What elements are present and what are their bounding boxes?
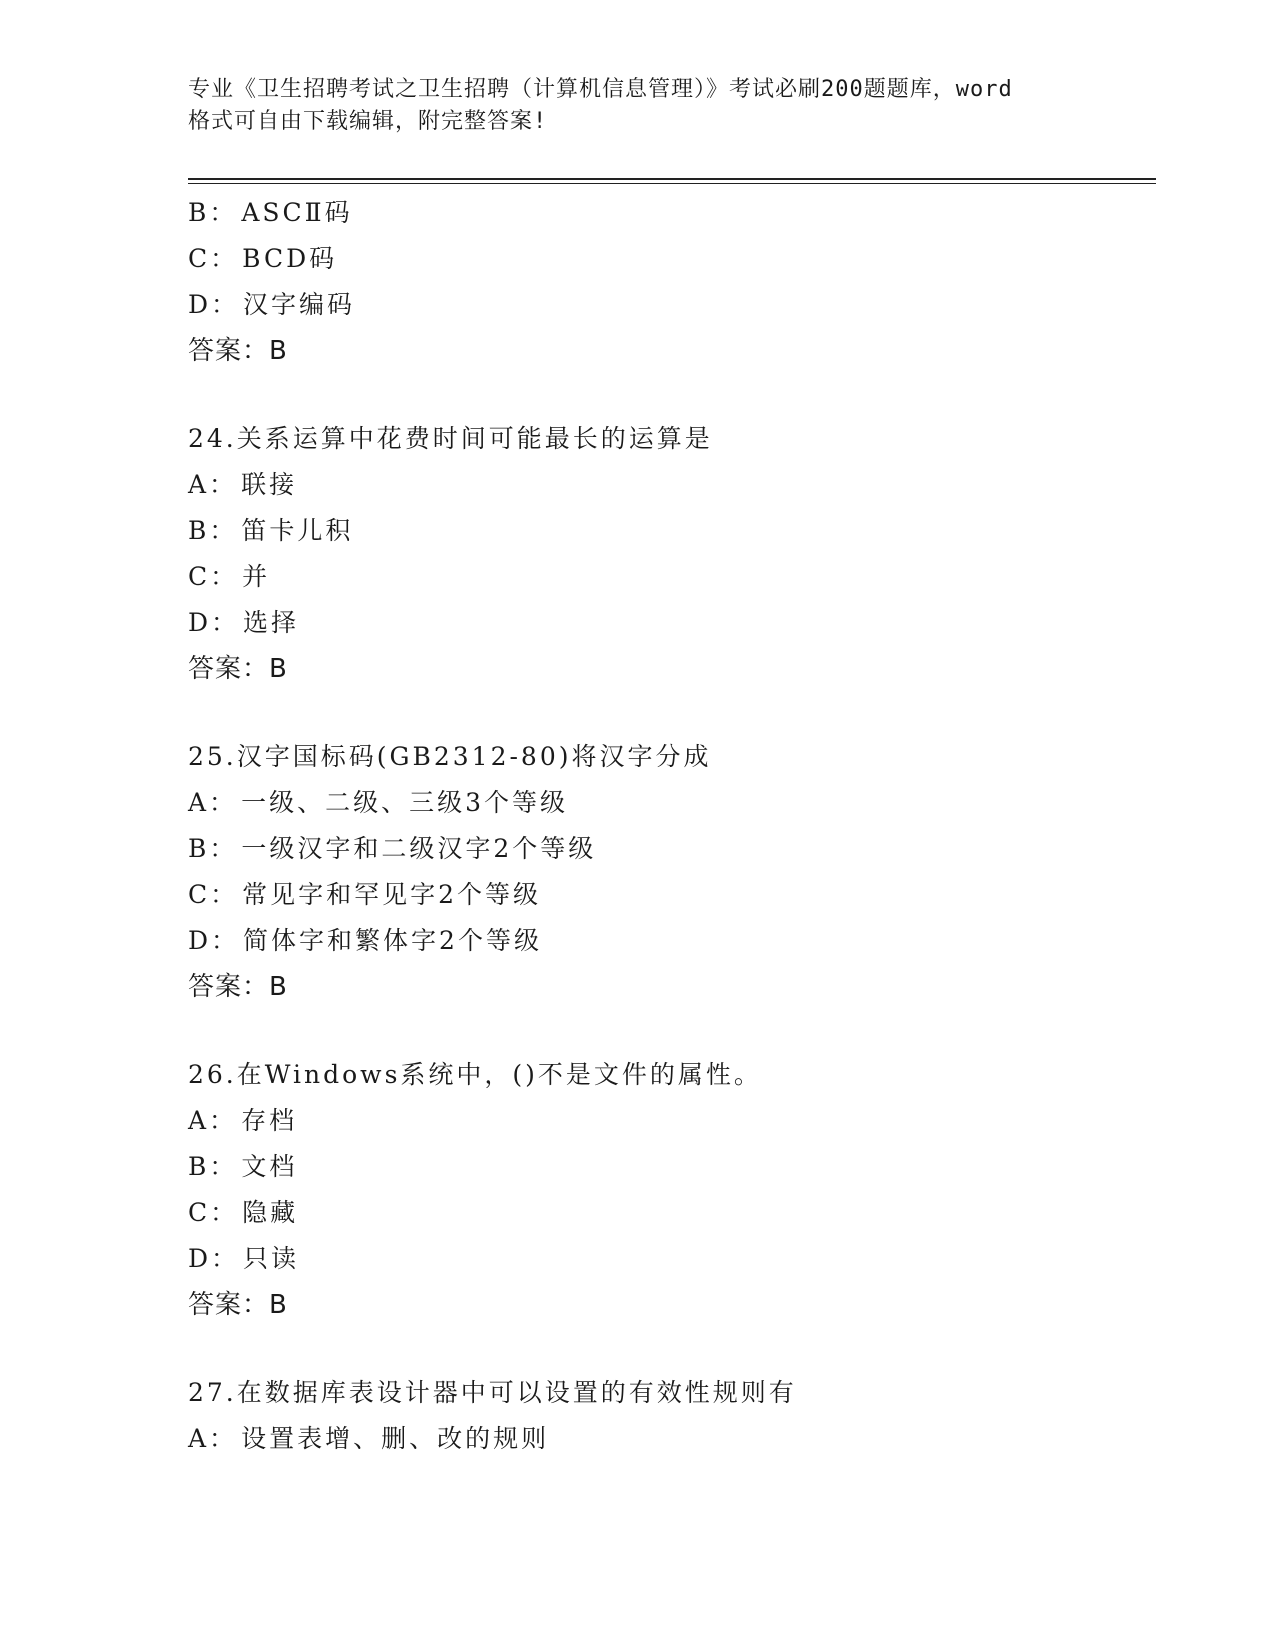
answer-line: 答案：B xyxy=(188,336,288,366)
header-divider-thick xyxy=(188,178,1156,180)
question-stem: 26.在Windows系统中，()不是文件的属性。 xyxy=(188,1060,762,1089)
option-text: 并 xyxy=(242,562,271,591)
question-27 xyxy=(188,1370,1148,1462)
option-text: 一级、二级、三级3个等级 xyxy=(241,788,568,817)
option-label: B： xyxy=(188,516,238,545)
option-label: C： xyxy=(188,1198,239,1227)
option-label: C： xyxy=(188,880,239,909)
option-text: 汉字编码 xyxy=(243,290,356,319)
question-stem: 24.关系运算中花费时间可能最长的运算是 xyxy=(188,424,713,453)
option-label: D： xyxy=(188,1244,240,1273)
option-label: A： xyxy=(188,1424,238,1453)
header-title-line-1: 专业《卫生招聘考试之卫生招聘（计算机信息管理）》考试必刷200题题库，word xyxy=(188,77,1013,102)
option-c xyxy=(188,236,1148,282)
option-label: D： xyxy=(188,290,240,319)
option-a xyxy=(188,1098,1148,1144)
option-text: 设置表增、删、改的规则 xyxy=(241,1424,550,1453)
header-divider-thin xyxy=(188,183,1156,184)
option-text: 联接 xyxy=(241,470,298,499)
option-label: B： xyxy=(188,834,238,863)
option-text: 隐藏 xyxy=(242,1198,299,1227)
option-text: 选择 xyxy=(243,608,300,637)
option-a xyxy=(188,462,1148,508)
option-label: C： xyxy=(188,562,239,591)
option-text: 常见字和罕见字2个等级 xyxy=(242,880,542,909)
question-stem: 25.汉字国标码(GB2312-80)将汉字分成 xyxy=(188,742,712,771)
option-d xyxy=(188,918,1148,964)
option-c xyxy=(188,872,1148,918)
option-text: 文档 xyxy=(241,1152,298,1181)
option-c xyxy=(188,554,1148,600)
answer-line: 答案：B xyxy=(188,1290,288,1320)
option-text: ASCⅡ码 xyxy=(241,198,353,227)
option-text: 笛卡儿积 xyxy=(241,516,354,545)
option-b xyxy=(188,190,1148,236)
option-label: B： xyxy=(188,198,238,227)
question-25 xyxy=(188,734,1148,1010)
option-label: A： xyxy=(188,470,238,499)
option-a xyxy=(188,1416,1148,1462)
option-label: C： xyxy=(188,244,239,273)
option-text: 简体字和繁体字2个等级 xyxy=(243,926,542,955)
option-label: A： xyxy=(188,1106,238,1135)
option-b xyxy=(188,508,1148,554)
question-23-continued xyxy=(188,190,1148,374)
question-26 xyxy=(188,1052,1148,1328)
question-24 xyxy=(188,416,1148,692)
option-text: BCD码 xyxy=(242,244,338,273)
option-label: B： xyxy=(188,1152,238,1181)
option-d xyxy=(188,600,1148,646)
option-label: A： xyxy=(188,788,238,817)
option-c xyxy=(188,1190,1148,1236)
document-header xyxy=(188,74,1088,138)
option-b xyxy=(188,1144,1148,1190)
option-d xyxy=(188,1236,1148,1282)
question-list xyxy=(188,190,1148,1462)
option-b xyxy=(188,826,1148,872)
option-text: 一级汉字和二级汉字2个等级 xyxy=(241,834,597,863)
option-text: 存档 xyxy=(241,1106,298,1135)
answer-line: 答案：B xyxy=(188,654,288,684)
option-a xyxy=(188,780,1148,826)
option-label: D： xyxy=(188,608,240,637)
answer-line: 答案：B xyxy=(188,972,288,1002)
option-label: D： xyxy=(188,926,240,955)
option-d xyxy=(188,282,1148,328)
question-stem: 27.在数据库表设计器中可以设置的有效性规则有 xyxy=(188,1378,797,1407)
option-text: 只读 xyxy=(243,1244,300,1273)
header-title-line-2: 格式可自由下载编辑，附完整答案! xyxy=(188,109,548,134)
